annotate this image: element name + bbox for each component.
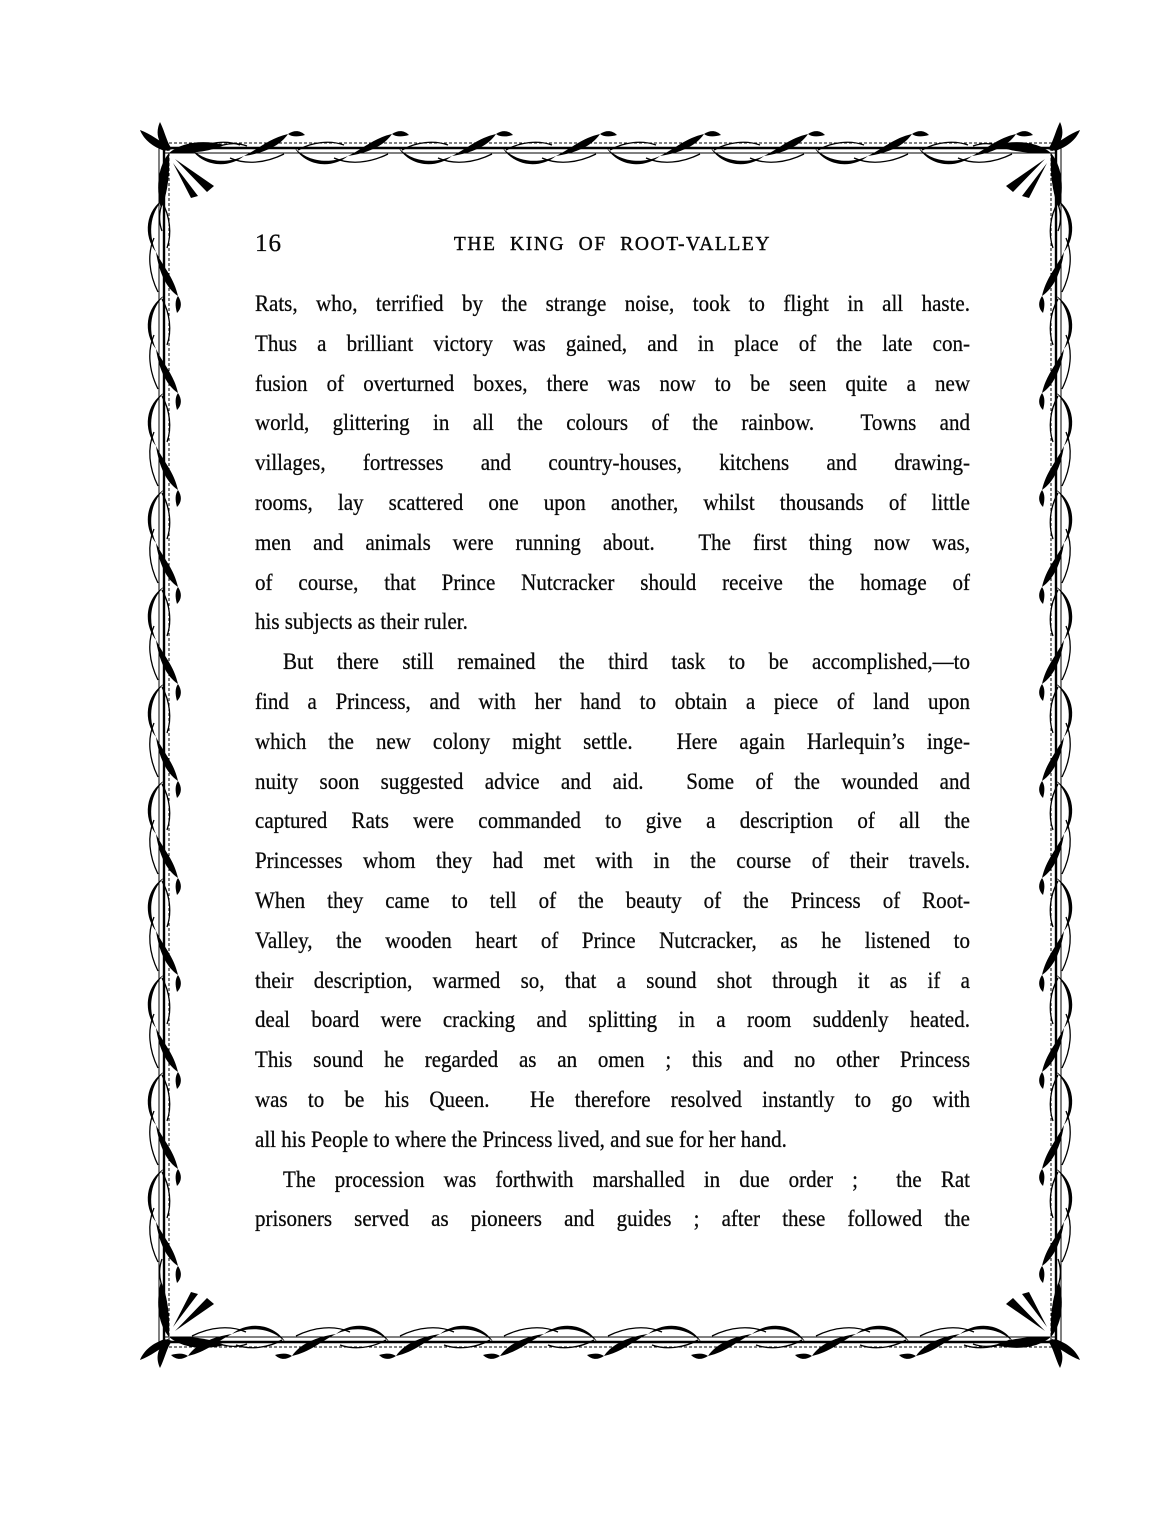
text-line: men and animals were running about. The first thing now was,: [255, 528, 970, 556]
text-line: But there still remained the third task to be accomplished,—to: [283, 647, 970, 675]
text-line: This sound he regarded as an omen ; this and no other Princess: [255, 1045, 970, 1073]
page-header: [255, 222, 970, 266]
text-line: of course, that Prince Nutcracker should receive the homage of: [255, 567, 970, 596]
paragraph: [255, 284, 970, 642]
text-line: fusion of overturned boxes, there was now to be seen quite a new: [255, 368, 970, 397]
text-line: world, glittering in all the colours of the rainbow. Towns and: [255, 408, 970, 436]
text-line: Thus a brilliant victory was gained, and in place of the late con-: [255, 329, 970, 357]
text-line: Princesses whom they had met with in the course of their travels.: [255, 846, 970, 874]
corner-leaf-flourish: [973, 122, 1080, 231]
paragraph: [255, 642, 970, 1159]
page-body: [255, 284, 970, 1239]
text-line: The procession was forthwith marshalled in due order ; the Rat: [283, 1164, 970, 1192]
text-line: find a Princess, and with her hand to obtain a piece of land upon: [255, 687, 970, 715]
corner-leaf-flourish: [973, 1259, 1080, 1368]
text-line: When they came to tell of the beauty of the Princess of Root-: [255, 886, 970, 914]
paragraph: [255, 1160, 970, 1240]
text-line: his subjects as their ruler.: [255, 607, 468, 635]
text-line: their description, warmed so, that a sound shot through it as if a: [255, 965, 970, 993]
page-number: 16: [255, 230, 282, 257]
text-line: was to be his Queen. He therefore resolved instantly to go with: [255, 1085, 970, 1113]
corner-leaf-flourish: [140, 122, 247, 231]
text-line: nuity soon suggested advice and aid. Some of the wounded and: [255, 766, 970, 795]
running-title: THE KING OF ROOT-VALLEY: [453, 234, 772, 255]
text-line: deal board were cracking and splitting in a room suddenly heated.: [255, 1005, 970, 1033]
text-line: prisoners served as pioneers and guides ; after these followed the: [255, 1204, 970, 1232]
text-line: Rats, who, terrified by the strange noise, took to flight in all haste.: [255, 289, 970, 317]
text-line: villages, fortresses and country-houses, kitchens and drawing-: [255, 448, 970, 476]
text-line: Valley, the wooden heart of Prince Nutcracker, as he listened to: [255, 926, 970, 954]
text-line: rooms, lay scattered one upon another, whilst thousands of little: [255, 488, 970, 516]
text-line: all his People to where the Princess lived, and sue for her hand.: [255, 1125, 787, 1153]
text-line: which the new colony might settle. Here again Harlequin’s inge-: [255, 727, 970, 755]
text-line: captured Rats were commanded to give a description of all the: [255, 806, 970, 834]
